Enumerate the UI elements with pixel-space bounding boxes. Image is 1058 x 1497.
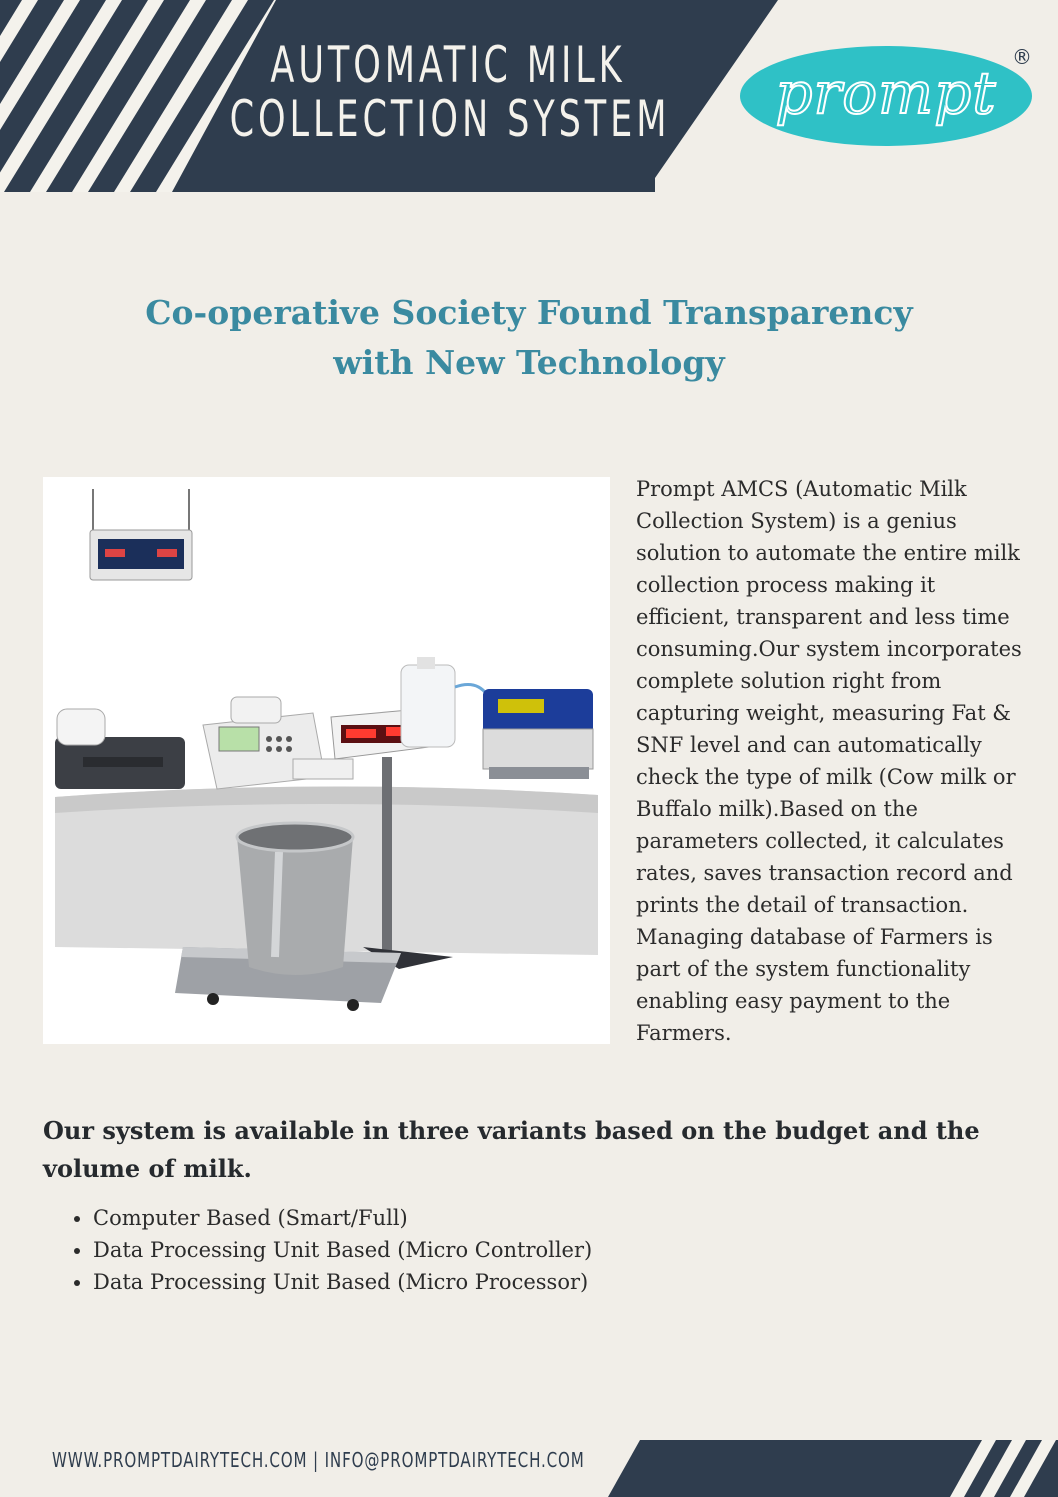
headline <box>100 288 958 388</box>
headline-line-1: Co-operative Society Found Transparency <box>145 293 913 332</box>
list-item: • Data Processing Unit Based (Micro Processor) <box>93 1266 592 1298</box>
milk-collection-equipment-icon <box>43 477 610 1044</box>
headline-line-2: with New Technology <box>333 343 725 382</box>
variants-list <box>43 1202 592 1298</box>
product-photo <box>43 477 610 1044</box>
variants-heading: Our system is available in three variants based on the budget and the volume of milk. <box>43 1116 980 1183</box>
title-line-2: COLLECTION SYSTEM <box>229 90 671 148</box>
description-text: Prompt AMCS (Automatic Milk Collection System) is a genius solution to automate the entire milk collection process making it efficient, transparent and less time consuming.Our system incorporates complete solution right from capturing weight, measuring Fat & SNF level and can automatically check the type of milk (Cow milk or Buffalo milk).Based on the parameters collected, it calculates rates, saves transaction record and prints the detail of transaction. Managing database of Farmers is part of the system functionality enabling easy payment to the Farmers. <box>636 477 1022 1045</box>
list-item: • Data Processing Unit Based (Micro Controller) <box>93 1234 592 1266</box>
footer-band <box>600 1440 1058 1497</box>
page-title <box>229 36 671 148</box>
title-line-1: AUTOMATIC MILK <box>270 36 626 94</box>
footer-contact: WWW.PROMPTDAIRYTECH.COM | INFO@PROMPTDAIRYTECH.COM <box>52 1448 585 1472</box>
list-item: • Computer Based (Smart/Full) <box>93 1202 592 1234</box>
registered-mark: ® <box>1012 45 1032 69</box>
logo-wordmark: prompt <box>775 59 997 127</box>
